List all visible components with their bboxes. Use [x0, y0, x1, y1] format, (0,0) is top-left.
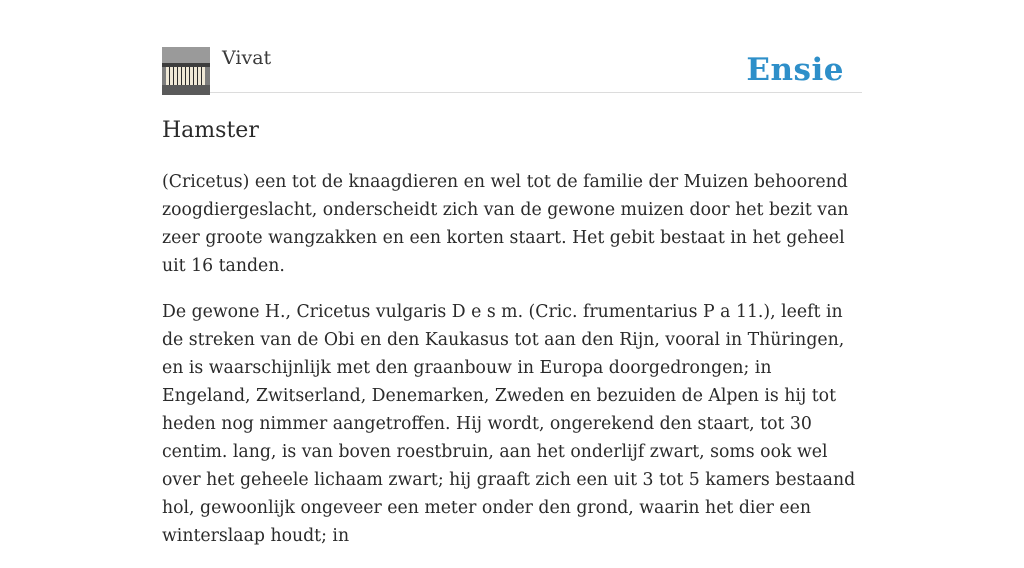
- article-paragraph: (Cricetus) een tot de knaagdieren en wel tot de familie der Muizen behoorend zoogdiergeslacht, onderscheidt zich van de gewone muizen door het bezit van zeer groote wangzakken en een korten staart. Het gebit bestaat in het geheel uit 16 tanden.: [162, 172, 849, 276]
- article-body: [162, 168, 862, 568]
- books-avatar-icon[interactable]: [162, 47, 210, 95]
- article-page: [162, 0, 862, 546]
- site-logo[interactable]: Ensie: [746, 52, 844, 88]
- article-header: [162, 46, 862, 93]
- author-name[interactable]: Vivat: [222, 47, 272, 69]
- article-paragraph: De gewone H., Cricetus vulgaris D e s m. (Cric. frumentarius P a 11.), leeft in de streken van de Obi en den Kaukasus tot aan den Rijn, vooral in Thüringen, en is waarschijnlijk met den graanbouw in Europa doorgedrongen; in Engeland, Zwitserland, Denemarken, Zweden en bezuiden de Alpen is hij tot heden nog nimmer aangetroffen. Hij wordt, ongerekend den staart, tot 30 centim. lang, is van boven roestbruin, aan het onderlijf zwart, soms ook wel over het geheele lichaam zwart; hij graaft zich een uit 3 tot 5 kamers bestaand hol, gewoonlijk ongeveer een meter onder den grond, waarin het dier een winterslaap houdt; in: [162, 302, 856, 546]
- page-title: Hamster: [162, 118, 259, 143]
